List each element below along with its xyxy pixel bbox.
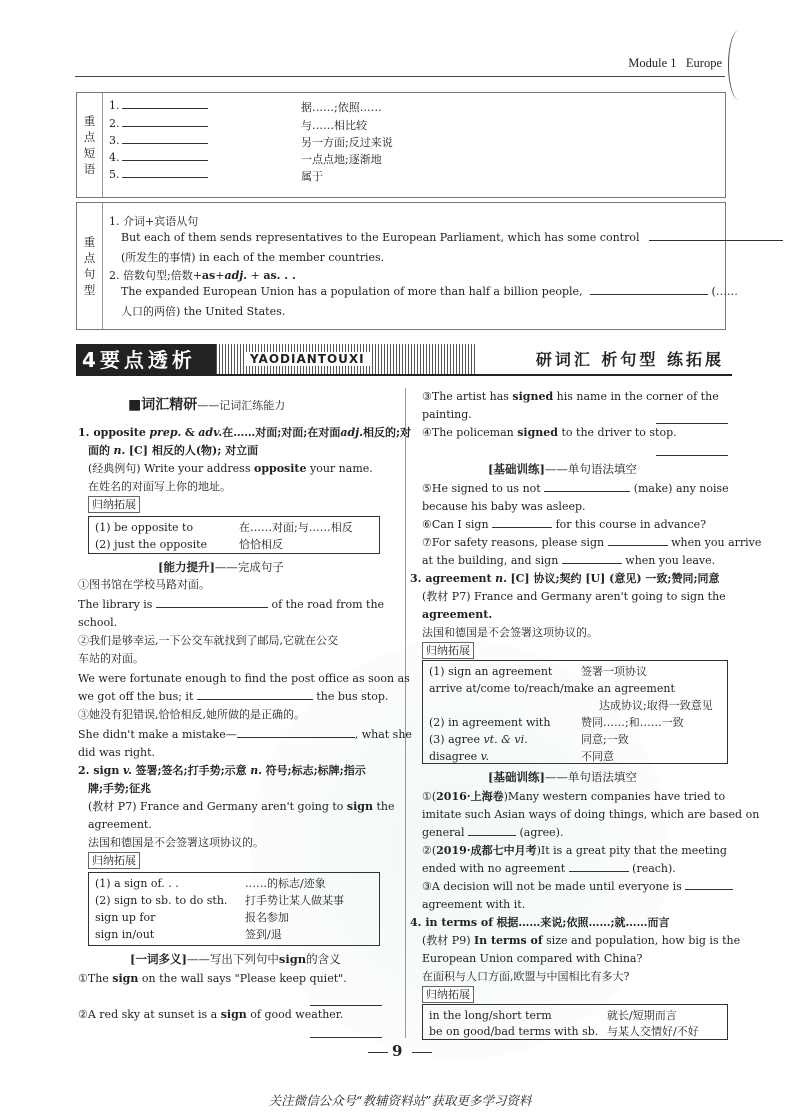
- header-brace-decoration: [728, 30, 750, 100]
- sentence-text: But each of them sends representatives to the European Parliament, which has some control: [121, 231, 640, 244]
- example-bold: opposite: [253, 462, 307, 475]
- exercise-line: school.: [78, 616, 118, 629]
- exercise-line: We were fortunate enough to find the post office as soon as: [78, 672, 410, 685]
- item-number: 5.: [109, 168, 120, 181]
- pos: adj.: [340, 426, 363, 439]
- item-text: ended with no agreement: [422, 862, 566, 875]
- item-text: ②A red sky at sunset is a: [78, 1008, 218, 1021]
- vocab-title: 词汇精研: [141, 397, 198, 413]
- answer-blank[interactable]: [590, 285, 708, 295]
- item-text: when you arrive: [671, 536, 762, 549]
- item-text: ③The artist has: [422, 390, 509, 403]
- side-char: 点: [83, 130, 96, 144]
- key-sentences-side-label: [77, 203, 103, 329]
- sentence-pattern-2: [109, 267, 296, 283]
- side-char: 重: [83, 114, 96, 128]
- training-item-cont: [422, 860, 676, 878]
- example-sentence: [88, 460, 373, 478]
- table-cell: be on good/bad terms with sb.: [429, 1025, 599, 1038]
- answer-blank[interactable]: [156, 598, 268, 608]
- summary-tag: 归纳拓展: [88, 496, 140, 513]
- vocab-heading: [128, 396, 285, 415]
- answer-line[interactable]: [656, 444, 728, 462]
- answer-blank[interactable]: [122, 134, 208, 144]
- answer-blank[interactable]: [468, 826, 516, 836]
- item-text: Many western companies have tried to: [507, 790, 726, 803]
- table-cell: 报名参加: [245, 911, 289, 924]
- item-text: ③A decision will not be made until everyone is: [422, 880, 682, 893]
- table-cell: 签署一项协议: [581, 665, 647, 678]
- page-number: 9: [392, 1042, 403, 1060]
- example-text: size and population, how big is the: [546, 934, 741, 947]
- entry-in-terms-of: [410, 914, 670, 932]
- pattern-text: +: [215, 269, 225, 282]
- vocab-subtitle: ——记词汇练能力: [197, 399, 286, 412]
- side-char: 重: [83, 235, 96, 249]
- answer-blank[interactable]: [122, 151, 208, 161]
- phrase-meaning-4: 一点点地;逐渐地: [301, 153, 382, 166]
- item-text: (make) any noise: [633, 482, 729, 495]
- item-text: ⑤He signed to us not: [422, 482, 541, 495]
- bracket: [: [488, 462, 494, 476]
- entry-agreement: [410, 570, 720, 588]
- headword: 4. in terms of: [410, 916, 493, 929]
- pos: n.: [113, 444, 126, 457]
- table-cell: 同意;一致: [581, 733, 629, 746]
- headword: 2. sign: [78, 764, 120, 777]
- right-column: [410, 388, 762, 1038]
- exercise-cn: ②我们是够幸运,一下公交车就找到了邮局,它就在公交: [78, 634, 338, 647]
- item-text: for this course in advance?: [555, 518, 707, 531]
- item-text: (agree).: [519, 826, 564, 839]
- section-pinyin: YAODIANTOUXI: [244, 352, 371, 366]
- cell-pos: v.: [480, 750, 489, 763]
- polysemy-item-1: [78, 970, 347, 988]
- pos: n.: [495, 572, 507, 585]
- item-text: ②(: [422, 844, 437, 857]
- definition: 在……对面;对面;在对面: [222, 426, 341, 439]
- pattern-italic: adj.: [224, 269, 248, 282]
- example-text: (经典例句) Write your address: [88, 462, 251, 475]
- answer-blank[interactable]: [685, 880, 733, 890]
- phrase-meaning-2: 与……相比较: [301, 119, 367, 132]
- table-cell: 打手势让某人做某事: [245, 894, 344, 907]
- sentence-text: The expanded European Union has a population of more than half a billion people,: [121, 285, 583, 298]
- section-subtitle: 研词汇 析句型 练拓展: [476, 344, 732, 376]
- exercise-cn: 车站的对面。: [78, 652, 144, 665]
- cell-text: (3) agree: [429, 733, 480, 746]
- table-cell: 赞同……;和……一致: [581, 716, 684, 729]
- pattern-text: 2. 倍数句型;倍数+: [109, 269, 202, 282]
- polysemy-subheading: [130, 950, 341, 968]
- item-number: 2.: [109, 117, 120, 130]
- training-item-cont: imitate such Asian ways of doing things, which are based on: [422, 808, 760, 821]
- exercise-cn: ③她没有犯错误,恰恰相反,她所做的是正确的。: [78, 708, 305, 721]
- phrase-item-4: [109, 151, 208, 164]
- answer-blank[interactable]: [237, 728, 355, 738]
- side-char: 型: [83, 283, 96, 297]
- item-source: 2019·成都七中月考: [436, 844, 537, 857]
- item-text: ①The: [78, 972, 109, 985]
- pattern-bold: as. . .: [263, 269, 296, 282]
- item-text: (reach).: [632, 862, 676, 875]
- example-text: the: [376, 800, 395, 813]
- key-sentences-box: [76, 202, 738, 330]
- polysemy-item-4: [422, 424, 677, 442]
- item-text: ⑥Can I sign: [422, 518, 489, 531]
- basic-training-subheading: [488, 768, 637, 786]
- phrase-item-2: [109, 117, 208, 130]
- subheading-title: 基础训练: [493, 462, 540, 476]
- training-item-cont: [422, 552, 715, 570]
- answer-blank[interactable]: [649, 231, 783, 241]
- side-char: 点: [83, 251, 96, 265]
- answer-blank[interactable]: [608, 536, 668, 546]
- side-char: 短: [83, 146, 96, 160]
- headword: 1. opposite: [78, 426, 146, 439]
- key-phrases-side-label: [77, 93, 103, 197]
- subheading-desc: ——写出下列句中: [186, 952, 279, 966]
- exercise-text: , what she: [354, 728, 412, 741]
- pattern-bold: as: [201, 269, 216, 282]
- item-number: 3.: [109, 134, 120, 147]
- exercise-text: we got off the bus; it: [78, 690, 194, 703]
- exercise-line: [78, 596, 384, 614]
- sentence-line: (所发生的事情) in each of the member countries.: [121, 251, 385, 264]
- bracket: ]: [539, 462, 545, 476]
- table-cell: 在……对面;与……相反: [239, 521, 353, 534]
- cell-pos: vt. & vi.: [483, 733, 528, 746]
- answer-blank[interactable]: [197, 690, 313, 700]
- table-cell: arrive at/come to/reach/make an agreement: [429, 682, 675, 695]
- pos: prep.: [149, 426, 182, 439]
- item-text: ①(: [422, 790, 437, 803]
- example-bold: agreement.: [422, 608, 493, 621]
- answer-blank[interactable]: [492, 518, 552, 528]
- pos: &: [184, 426, 195, 439]
- polysemy-item-3-cont: painting.: [422, 408, 472, 421]
- exercise-text: She didn't make a mistake—: [78, 728, 237, 741]
- item-text: when you leave.: [625, 554, 716, 567]
- subheading-title: 一词多义: [135, 952, 182, 966]
- bracket: [: [130, 952, 136, 966]
- table-cell: [429, 731, 528, 749]
- subheading-desc: ——单句语法填空: [544, 462, 637, 476]
- bracket: ]: [209, 560, 215, 574]
- training-item: [422, 480, 729, 498]
- sentence-line: [121, 285, 738, 298]
- bracket: ]: [539, 770, 545, 784]
- phrase-meaning-5: 属于: [301, 170, 323, 183]
- table-cell: (1) a sign of. . .: [95, 877, 179, 890]
- entry-opposite: [78, 424, 411, 442]
- summary-table: [422, 660, 728, 764]
- item-text: on the wall says "Please keep quiet".: [141, 972, 347, 985]
- item-bold: signed: [512, 390, 554, 403]
- training-item-cont: agreement with it.: [422, 898, 526, 911]
- key-phrases-box: [76, 92, 726, 198]
- subheading-title: 能力提升: [163, 560, 210, 574]
- phrase-item-5: [109, 168, 208, 181]
- item-number: 4.: [109, 151, 120, 164]
- example-sentence: agreement.: [88, 818, 152, 831]
- table-cell: (2) sign to sb. to do sth.: [95, 894, 228, 907]
- phrase-item-1: [109, 99, 208, 112]
- table-cell: ……的标志/迹象: [245, 877, 326, 890]
- example-translation: 在姓名的对面写上你的地址。: [88, 480, 231, 493]
- table-cell: [429, 748, 489, 766]
- definition: [C] 协议;契约 [U] (意见) 一致;赞同;同意: [510, 572, 720, 585]
- item-bold: sign: [112, 972, 139, 985]
- example-text: your name.: [310, 462, 373, 475]
- page-number-dash: [368, 1052, 388, 1053]
- item-text: his name in the corner of the: [556, 390, 719, 403]
- answer-blank[interactable]: [562, 554, 622, 564]
- training-item: [422, 842, 727, 860]
- headword: 3. agreement: [410, 572, 492, 585]
- exercise-text: the bus stop.: [316, 690, 389, 703]
- sentence-pattern-1: 1. 介词+宾语从句: [109, 215, 199, 228]
- training-item: [422, 516, 706, 534]
- answer-blank[interactable]: [122, 168, 208, 178]
- cell-text: disagree: [429, 750, 478, 763]
- answer-blank[interactable]: [122, 117, 208, 127]
- pattern-text: +: [250, 269, 260, 282]
- example-translation: 在面积与人口方面,欧盟与中国相比有多大?: [422, 970, 630, 983]
- entry-sign: [78, 762, 366, 780]
- bracket: ]: [181, 952, 187, 966]
- sentence-line: [121, 231, 783, 244]
- example-translation: 法国和德国是不会签署这项协议的。: [422, 626, 598, 639]
- footer-note: 关注微信公众号“教辅资料站”获取更多学习资料: [268, 1093, 532, 1108]
- subheading-title: 基础训练: [493, 770, 540, 784]
- item-text: )It is a great pity that the meeting: [536, 844, 727, 857]
- definition: 根据……来说;依照……;就……而言: [496, 916, 670, 929]
- item-text: ⑦For safety reasons, please sign: [422, 536, 605, 549]
- example-translation: 法国和德国是不会签署这项协议的。: [88, 836, 264, 849]
- pos: n.: [250, 764, 263, 777]
- definition: 符号;标志;标牌;指示: [265, 764, 366, 777]
- item-text: ④The policeman: [422, 426, 514, 439]
- header-rule: [75, 76, 725, 77]
- side-char: 语: [83, 162, 96, 176]
- basic-training-subheading: [488, 460, 637, 478]
- summary-table: [88, 516, 380, 554]
- table-cell: 恰恰相反: [239, 538, 283, 551]
- heading-square-icon: ■: [128, 397, 142, 413]
- exercise-text: of the road from the: [271, 598, 385, 611]
- phrase-item-3: [109, 134, 208, 147]
- table-cell: 签到/退: [245, 928, 282, 941]
- table-cell: sign in/out: [95, 928, 155, 941]
- summary-tag: 归纳拓展: [422, 642, 474, 659]
- table-cell: 就长/短期而言: [607, 1009, 677, 1022]
- left-column: [78, 390, 412, 1040]
- section-header: [76, 344, 732, 376]
- sentence-line: 人口的两倍) the United States.: [121, 305, 286, 318]
- training-item: [422, 878, 733, 896]
- item-text: general: [422, 826, 465, 839]
- phrase-meaning-1: 据……;依照……: [301, 101, 382, 114]
- table-cell: (2) just the opposite: [95, 538, 208, 551]
- page-number-dash: [412, 1052, 432, 1053]
- table-cell: (2) in agreement with: [429, 716, 551, 729]
- training-item: [422, 534, 761, 552]
- example-sentence: [422, 932, 740, 950]
- table-cell: in the long/short term: [429, 1009, 552, 1022]
- polysemy-item-3: [422, 388, 719, 406]
- phrase-meaning-3: 另一方面;反过来说: [301, 136, 393, 149]
- subheading-desc: ——完成句子: [214, 560, 284, 574]
- answer-blank[interactable]: [656, 414, 728, 424]
- item-source: 2016·上海卷: [436, 790, 504, 803]
- entry-opposite-line2: [88, 442, 258, 460]
- polysemy-item-2: [78, 1006, 343, 1024]
- example-bold: sign: [346, 800, 373, 813]
- entry-sign-line2: [88, 780, 151, 798]
- table-cell: (1) sign an agreement: [429, 665, 553, 678]
- answer-blank[interactable]: [122, 99, 208, 109]
- example-sentence: European Union compared with China?: [422, 952, 643, 965]
- summary-tag: 归纳拓展: [88, 852, 140, 869]
- item-number: 1.: [109, 99, 120, 112]
- exercise-line: did was right.: [78, 746, 156, 759]
- ability-subheading: [158, 558, 284, 576]
- answer-blank[interactable]: [569, 862, 629, 872]
- table-cell: (1) be opposite to: [95, 521, 194, 534]
- training-item-cont: because his baby was asleep.: [422, 500, 586, 513]
- exercise-line: [78, 688, 388, 706]
- subheading-desc: 的含义: [306, 952, 341, 966]
- definition: 相反的;对: [362, 426, 412, 439]
- definition: 签署;签名;打手势;示意: [135, 764, 247, 777]
- example-bold: In terms of: [473, 934, 543, 947]
- bracket: [: [158, 560, 164, 574]
- training-item-cont: [422, 824, 563, 842]
- answer-line[interactable]: [310, 1026, 382, 1044]
- answer-blank[interactable]: [310, 996, 382, 1006]
- item-text: ): [503, 790, 508, 803]
- item-text: at the building, and sign: [422, 554, 559, 567]
- definition: 牌;手势;征兆: [88, 782, 152, 795]
- example-text: (教材 P9): [422, 934, 471, 947]
- definition: [C] 相反的人(物); 对立面: [128, 444, 259, 457]
- example-sentence: (教材 P7) France and Germany aren't going to sign the: [422, 590, 726, 603]
- answer-blank[interactable]: [656, 446, 728, 456]
- answer-blank[interactable]: [310, 1028, 382, 1038]
- module-label: Module 1: [628, 56, 677, 70]
- summary-tag: 归纳拓展: [422, 986, 474, 1003]
- table-cell: sign up for: [95, 911, 156, 924]
- example-text: (教材 P7) France and Germany aren't going to: [88, 800, 344, 813]
- training-item: [422, 788, 725, 806]
- side-char: 句: [83, 267, 96, 281]
- bracket: [: [488, 770, 494, 784]
- item-bold: signed: [517, 426, 558, 439]
- example-sentence: [88, 798, 394, 816]
- pos: adv.: [198, 426, 223, 439]
- running-header: [628, 56, 722, 71]
- pos: v.: [122, 764, 132, 777]
- item-bold: sign: [220, 1008, 247, 1021]
- column-divider: [405, 388, 406, 1038]
- table-cell: 不同意: [581, 750, 614, 763]
- subheading-desc: ——单句语法填空: [544, 770, 637, 784]
- sentence-text: (……: [711, 285, 738, 298]
- unit-label: Europe: [685, 56, 722, 70]
- table-cell: 与某人交情好/不好: [607, 1025, 699, 1038]
- answer-blank[interactable]: [544, 482, 630, 492]
- table-cell: 达成协议;取得一致意见: [599, 699, 713, 712]
- section-title: 4要点透析: [76, 344, 216, 376]
- exercise-cn: ①图书馆在学校马路对面。: [78, 578, 210, 591]
- summary-table: [422, 1004, 728, 1040]
- definition: 面的: [88, 444, 110, 457]
- summary-table: [88, 872, 380, 946]
- exercise-line: [78, 726, 412, 744]
- item-text: of good weather.: [250, 1008, 344, 1021]
- subheading-bold: sign: [278, 952, 307, 966]
- item-text: to the driver to stop.: [561, 426, 677, 439]
- exercise-text: The library is: [78, 598, 153, 611]
- section-pinyin-band: [216, 344, 476, 376]
